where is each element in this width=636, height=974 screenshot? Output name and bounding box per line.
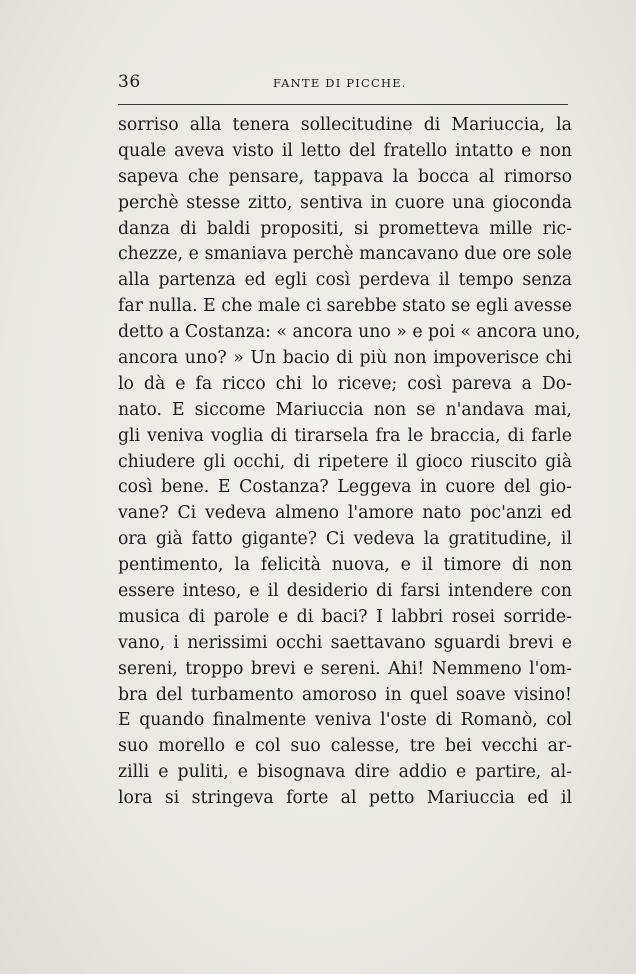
body-text <box>118 113 581 812</box>
text-line: chezze, e smaniava perchè mancavano due ore sole <box>118 244 572 265</box>
text-line: alla partenza ed egli così perdeva il tempo senza <box>118 270 572 291</box>
text-line: vane? Ci vedeva almeno l'amore nato poc'anzi ed <box>118 503 572 524</box>
text-line: così bene. E Costanza? Leggeva in cuore del gio- <box>118 477 572 498</box>
text-line: danza di baldi propositi, si prometteva mille ric- <box>118 218 572 239</box>
text-line: perchè stesse zitto, sentiva in cuore una gioconda <box>118 192 572 213</box>
text-line: detto a Costanza: « ancora uno » e poi « ancora uno, <box>118 322 581 343</box>
text-line: lora si stringeva forte al petto Mariuccia ed il <box>118 788 572 809</box>
text-line: bra del turbamento amoroso in quel soave visino! <box>118 684 572 705</box>
text-line: sereni, troppo brevi e sereni. Ahi! Nemmeno l'om- <box>118 658 572 679</box>
text-line: E quando finalmente veniva l'oste di Romanò, col <box>118 710 572 731</box>
text-line: pentimento, la felicità nuova, e il timore di non <box>118 555 572 576</box>
text-line: quale aveva visto il letto del fratello intatto e non <box>118 140 572 161</box>
text-line: sapeva che pensare, tappava la bocca al rimorso <box>118 166 572 187</box>
text-line: lo dà e fa ricco chi lo riceve; così pareva a Do- <box>118 373 572 394</box>
text-line: chiudere gli occhi, di ripetere il gioco riuscito già <box>118 451 572 472</box>
text-line: suo morello e col suo calesse, tre bei vecchi ar- <box>118 736 572 757</box>
text-line: musica di parole e di baci? I labbri rosei sorride- <box>118 606 572 627</box>
text-line: zilli e puliti, e bisognava dire addio e partire, al- <box>118 762 572 783</box>
text-line: essere inteso, e il desiderio di farsi intendere con <box>118 581 572 602</box>
text-line: ancora uno? » Un bacio di più non impoverisce chi <box>118 348 572 369</box>
text-line: sorriso alla tenera sollecitudine di Mariuccia, la <box>118 115 572 135</box>
text-line: ora già fatto gigante? Ci vedeva la gratitudine, il <box>118 529 572 550</box>
running-title: FANTE DI PICCHE. <box>273 76 407 90</box>
header-rule <box>118 104 568 105</box>
text-line: far nulla. E che male ci sarebbe stato se egli avesse <box>118 296 572 317</box>
page-number: 36 <box>118 72 141 92</box>
text-line: nato. E siccome Mariuccia non se n'andava mai, <box>118 399 572 420</box>
text-line: gli veniva voglia di tirarsela fra le braccia, di farle <box>118 425 572 446</box>
text-line: vano, i nerissimi occhi saettavano sguardi brevi e <box>118 632 572 653</box>
page-header <box>118 70 570 100</box>
